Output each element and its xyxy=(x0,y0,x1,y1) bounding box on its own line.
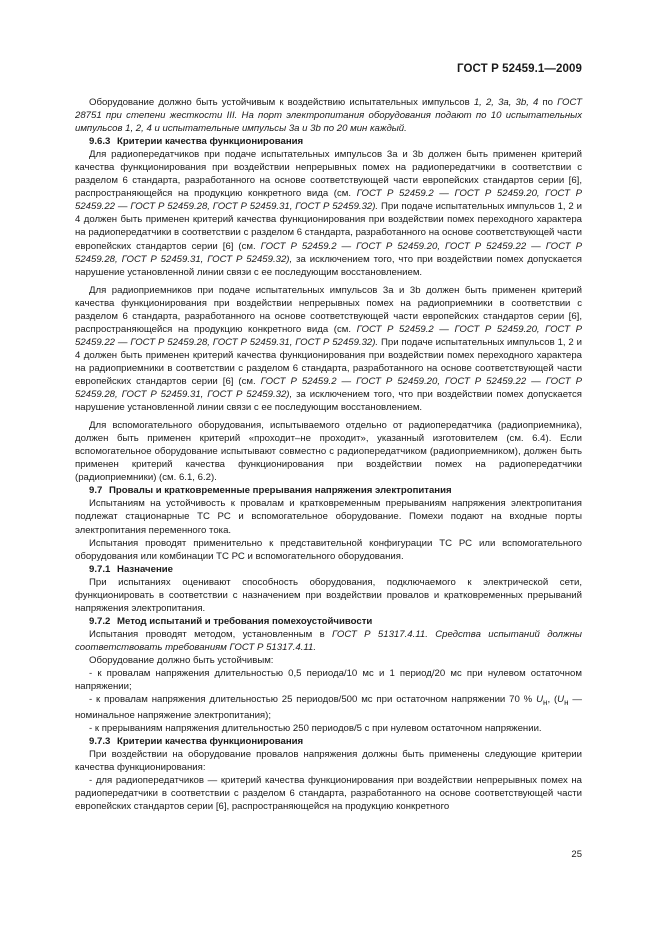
text-run-italic: ГОСТ Р 52459.2 — ГОСТ Р 52459.20, ГОСТ Р 52459.22 — ГОСТ Р 52459.28, ГОСТ Р 52459.31, ГОСТ Р 52459.32), xyxy=(75,240,582,265)
paragraph-test-configuration: Испытания проводят применительно к представительной конфигурации ТС РС или вспомогательного оборудования или комбинации ТС РС и вспомогательного оборудования. xyxy=(75,537,582,562)
voltage-subscript: н xyxy=(564,698,569,708)
section-heading-9-7-2 xyxy=(75,615,582,628)
paragraph-receivers-criteria xyxy=(75,284,582,414)
text-run: Для радиопередатчиков при подаче испытательных импульсов 3а и 3b должен быть применен критерий качества функционирования при воздействии непрерывных помех на радиопередатчики в соответствии с разделом 6 стандарта, разработанного на основе соответствующей части европейских стандартов серии [6], распространяющейся на продукцию конкретного вида (см. xyxy=(75,149,582,200)
voltage-symbol: U xyxy=(557,694,565,706)
paragraph-auxiliary-equipment: Для вспомогательного оборудования, испытываемого отдельно от радиопередатчика (радиоприемника), должен быть применен критерий «проходит–не проходит», указанный изготовителем (см. 6.4). Если вспомогательное оборудование испытывают совместно с радиопередатчиком (радиоприемником), должен быть применен критерий качества функционирования при воздействии помех на радиопередатчики (радиоприемники) (см. 6.1, 6.2). xyxy=(75,420,582,484)
section-heading-9-6-3 xyxy=(75,135,582,148)
text-run-italic: 1, 2, 3а, 3b, 4 xyxy=(473,97,539,108)
text-run: При подаче испытательных импульсов 1, 2 и 4 должен быть применен критерий качества функционирования при воздействии помех переходного характера на радиоприемники в соответствии с разделом 6 стандарта, разработанного на основе соответствующей части европейских стандартов серии [6] (см. xyxy=(75,336,582,387)
section-number: 9.7 xyxy=(89,485,103,497)
section-number: 9.7.2 xyxy=(89,615,111,627)
text-run: Испытания проводят методом, установленным в xyxy=(89,628,333,640)
paragraph-test-method xyxy=(75,628,582,654)
text-run: - к провалам напряжения длительностью 25 периодов/500 мс при остаточном напряжении 70 % xyxy=(89,694,537,706)
paragraph-dips-criteria-intro: При воздействии на оборудование провалов напряжения должны быть применены следующие критерии качества функционирования: xyxy=(75,749,582,774)
text-run: — номинальное напряжение электропитания); xyxy=(75,694,582,722)
section-number: 9.6.3 xyxy=(89,136,111,148)
text-run: за исключением того, что при воздействии помех допускается нарушение установленной линии связи с ее последующим восстановлением. xyxy=(75,389,582,414)
standard-header: ГОСТ Р 52459.1—2009 xyxy=(457,63,582,75)
text-run-italic: ГОСТ Р 52459.2 — ГОСТ Р 52459.20, ГОСТ Р 52459.22 — ГОСТ Р 52459.28, ГОСТ Р 52459.31, ГОСТ Р 52459.32). xyxy=(75,323,583,348)
paragraph-transmitters-criteria xyxy=(75,148,582,278)
text-run: по xyxy=(538,97,558,108)
section-title: Провалы и кратковременные прерывания напряжения электропитания xyxy=(109,485,452,497)
section-title: Критерии качества функционирования xyxy=(117,736,304,748)
section-title: Критерии качества функционирования xyxy=(117,136,304,148)
paragraph-purpose: При испытаниях оценивают способность оборудования, подключаемого к электрической сети, функционировать в соответствии с назначением при воздействии провалов и кратковременных прерываний напряжения электропитания. xyxy=(75,576,582,614)
page-number: 25 xyxy=(571,849,582,860)
paragraph-dips-scope: Испытаниям на устойчивость к провалам и кратковременным прерываниям напряжения электропитания подлежат стационарные ТС РС и вспомогательное оборудование. Помехи подают на входные порты электропитания переменного тока. xyxy=(75,498,582,536)
text-run: Для радиоприемников при подаче испытательных импульсов 3а и 3b должен быть применен критерий качества функционирования при воздействии непрерывных помех на радиоприемники в соответствии с разделом 6 стандарта, разработанного на основе соответствующей части европейских стандартов серии [6], распространяющейся на продукцию конкретного вида (см. xyxy=(75,284,582,335)
text-run: При подаче испытательных импульсов 1, 2 и 4 должен быть применен критерий качества функционирования при воздействии помех переходного характера на радиопередатчики в соответствии с разделом 6 стандарта, разработанного на основе соответствующей части европейских стандартов серии [6] (см. xyxy=(75,201,582,252)
paragraph-impulse-resistance xyxy=(75,96,582,135)
section-heading-9-7 xyxy=(75,484,582,497)
text-run: за исключением того, что при воздействии помех допускается нарушение установленной линии связи с ее последующим восстановлением. xyxy=(75,253,582,278)
list-item-transmitters-dips: - для радиопередатчиков — критерий качества функционирования при воздействии непрерывных помех на радиопередатчики в соответствии с разделом 6 стандарта, разработанного на основе соответствующей части европейских стандартов серии [6], распространяющейся на продукцию конкретного xyxy=(75,775,582,813)
voltage-symbol: U xyxy=(536,694,544,706)
document-body xyxy=(75,96,582,813)
section-number: 9.7.1 xyxy=(89,563,111,575)
section-number: 9.7.3 xyxy=(89,736,111,748)
text-run: , ( xyxy=(547,694,558,706)
section-title: Метод испытаний и требования помехоустойчивости xyxy=(117,615,373,627)
text-run-italic: ГОСТ 28751 при степени жесткости III. На порт электропитания оборудования подают по 10 испытательных импульсов 1, 2, 4 и испытательные импульсы 3а и 3b по 20 мин каждый. xyxy=(75,97,582,135)
list-item-dips-long xyxy=(75,693,582,722)
voltage-subscript: н xyxy=(543,698,548,708)
text-run-italic: ГОСТ Р 51317.4.11. Средства испытаний должны соответствовать требованиям ГОСТ Р 51317.4.11. xyxy=(75,628,582,653)
text-run-italic: ГОСТ Р 52459.2 — ГОСТ Р 52459.20, ГОСТ Р 52459.22 — ГОСТ Р 52459.28, ГОСТ Р 52459.31, ГОСТ Р 52459.32), xyxy=(75,375,582,401)
text-run: Оборудование должно быть устойчивым к воздействию испытательных импульсов xyxy=(89,97,474,108)
section-title: Назначение xyxy=(117,563,173,575)
paragraph-resistance-intro: Оборудование должно быть устойчивым: xyxy=(89,654,274,666)
list-item-interruptions: - к прерываниям напряжения длительностью 250 периодов/5 с при нулевом остаточном напряжении. xyxy=(89,723,542,735)
text-run-italic: ГОСТ Р 52459.2 — ГОСТ Р 52459.20, ГОСТ Р 52459.22 — ГОСТ Р 52459.28, ГОСТ Р 52459.31, ГОСТ Р 52459.32). xyxy=(75,188,583,213)
section-heading-9-7-1 xyxy=(75,563,582,576)
section-heading-9-7-3 xyxy=(75,735,582,748)
list-item-dips-short: - к провалам напряжения длительностью 0,5 периода/10 мс и 1 период/20 мс при нулевом остаточном напряжении; xyxy=(75,668,582,693)
